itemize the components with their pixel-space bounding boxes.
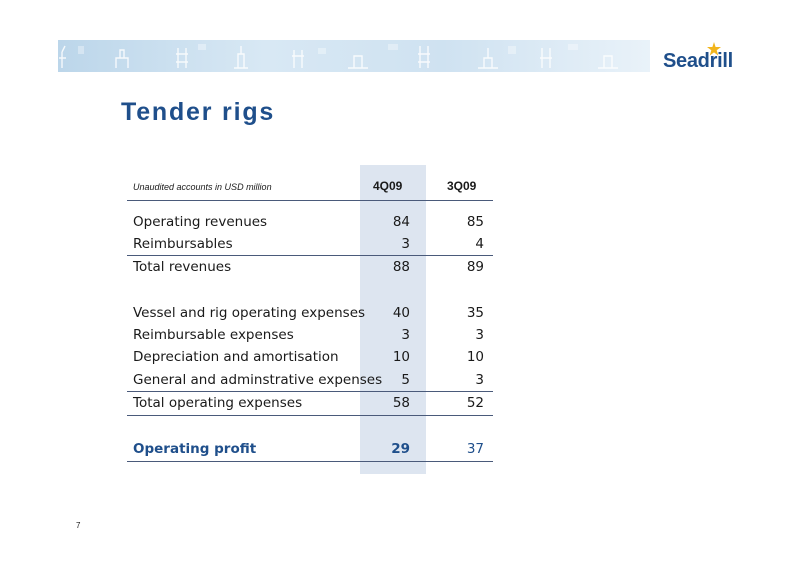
value-3q09: 10 xyxy=(466,349,484,365)
value-3q09: 89 xyxy=(466,259,484,275)
value-3q09: 85 xyxy=(466,214,484,230)
page-number: 7 xyxy=(76,521,81,530)
row-label: Total operating expenses xyxy=(133,395,303,411)
value-3q09: 4 xyxy=(475,236,484,252)
value-3q09: 35 xyxy=(466,305,484,321)
header-banner xyxy=(58,40,650,72)
row-divider xyxy=(127,415,493,416)
value-3q09: 52 xyxy=(466,395,484,411)
table-row-operating-profit xyxy=(127,438,493,460)
column-header-4q09: 4Q09 xyxy=(373,179,403,193)
star-icon xyxy=(707,42,721,56)
value-4q09: 29 xyxy=(391,441,410,457)
rig-silhouettes-graphic xyxy=(58,40,650,72)
table-row xyxy=(127,302,493,324)
value-4q09: 10 xyxy=(392,349,410,365)
row-label: Reimbursable expenses xyxy=(133,327,294,343)
value-4q09: 5 xyxy=(401,372,410,388)
value-4q09: 40 xyxy=(392,305,410,321)
value-4q09: 3 xyxy=(401,327,410,343)
value-4q09: 58 xyxy=(392,395,410,411)
value-3q09: 3 xyxy=(475,327,484,343)
row-label: Operating profit xyxy=(133,441,257,457)
table-row xyxy=(127,256,493,278)
header-divider xyxy=(127,200,493,201)
value-4q09: 3 xyxy=(401,236,410,252)
table-row xyxy=(127,211,493,233)
table-bottom-rule xyxy=(127,461,493,462)
row-label: General and adminstrative expenses xyxy=(133,372,383,388)
value-4q09: 88 xyxy=(392,259,410,275)
row-label: Reimbursables xyxy=(133,236,233,252)
row-label: Total revenues xyxy=(133,259,232,275)
table-row xyxy=(127,346,493,368)
row-label: Operating revenues xyxy=(133,214,268,230)
table-row xyxy=(127,324,493,346)
logo-wordmark: Seadrill xyxy=(663,50,733,72)
value-3q09: 37 xyxy=(466,441,484,457)
value-3q09: 3 xyxy=(475,372,484,388)
row-label: Vessel and rig operating expenses xyxy=(133,305,366,321)
table-caption: Unaudited accounts in USD million xyxy=(133,182,272,192)
column-header-3q09: 3Q09 xyxy=(447,179,477,193)
table-row xyxy=(127,233,493,255)
row-label: Depreciation and amortisation xyxy=(133,349,339,365)
value-4q09: 84 xyxy=(392,214,410,230)
page-title: Tender rigs xyxy=(121,98,276,126)
table-row xyxy=(127,392,493,414)
seadrill-logo xyxy=(663,44,733,74)
table-row xyxy=(127,369,493,391)
